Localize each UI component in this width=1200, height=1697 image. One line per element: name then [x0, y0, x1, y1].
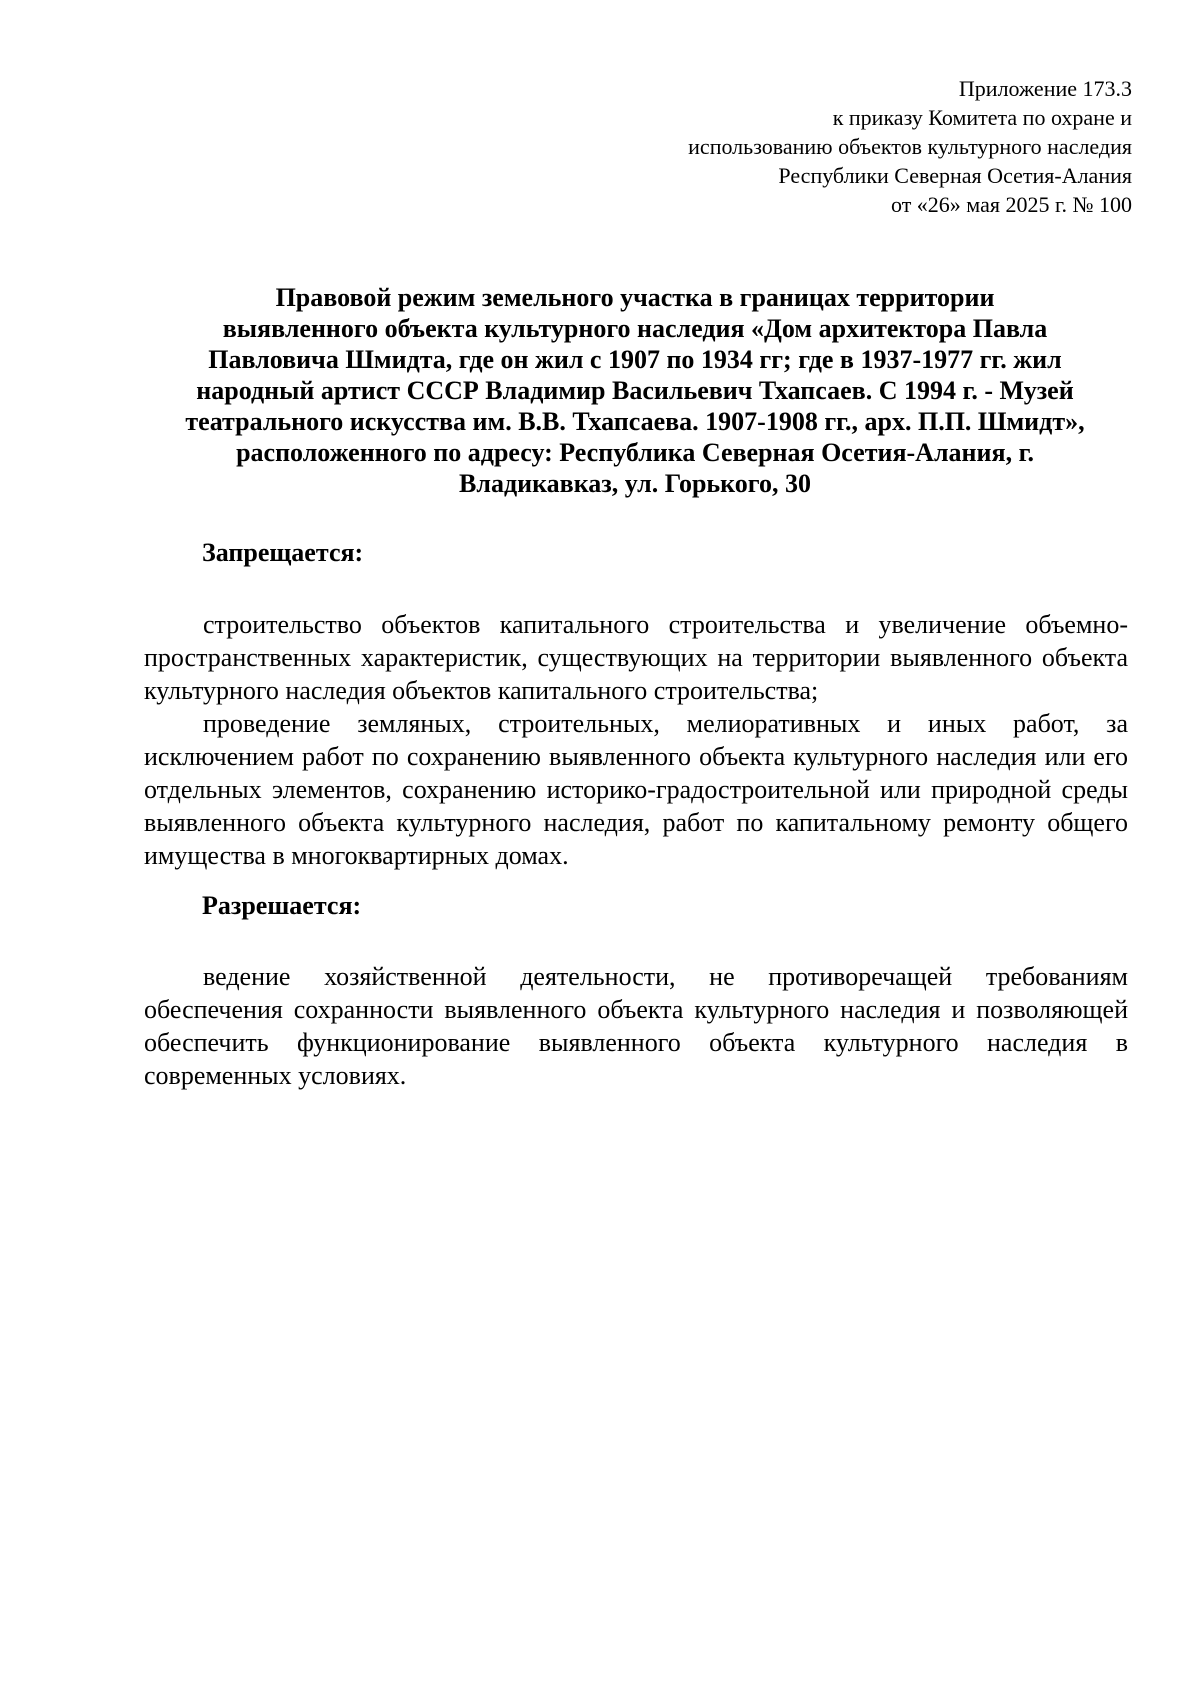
- appendix-reference: [432, 74, 1132, 219]
- allowed-section: [144, 960, 1128, 1092]
- forbidden-paragraph-2: проведение земляных, строительных, мелиоративных и иных работ, за исключением работ по сохранению выявленного объекта культурного наследия или его отдельных элементов, сохранению историко-градостроительной или природной среды выявленного объекта культурного наследия, работ по капитальному ремонту общего имущества в многоквартирных домах.: [144, 709, 1128, 870]
- appendix-order-line-1: к приказу Комитета по охране и: [832, 105, 1132, 130]
- appendix-order-line-2: использованию объектов культурного наследия: [688, 134, 1132, 159]
- forbidden-section: [144, 608, 1128, 872]
- title-line-4: народный артист СССР Владимир Васильевич Тхапсаев. С 1994 г. - Музей: [196, 376, 1074, 405]
- forbidden-paragraph-1: строительство объектов капитального строительства и увеличение объемно-пространственных характеристик, существующих на территории выявленного объекта культурного наследия объектов капитального строительства;: [144, 610, 1128, 705]
- title-line-2: выявленного объекта культурного наследия «Дом архитектора Павла: [222, 314, 1048, 343]
- title-line-7: Владикавказ, ул. Горького, 30: [459, 469, 811, 498]
- title-line-3: Павловича Шмидта, где он жил с 1907 по 1934 гг; где в 1937-1977 гг. жил: [208, 345, 1062, 374]
- appendix-order-date: от «26» мая 2025 г. № 100: [890, 192, 1132, 217]
- allowed-heading: Разрешается:: [202, 891, 362, 920]
- appendix-number: Приложение 173.3: [958, 76, 1132, 101]
- allowed-paragraph-1: ведение хозяйственной деятельности, не противоречащей требованиям обеспечения сохранности выявленного объекта культурного наследия и позволяющей обеспечить функционирование выявленного объекта культурного наследия в современных условиях.: [144, 962, 1128, 1090]
- title-line-6: расположенного по адресу: Республика Северная Осетия-Алания, г.: [236, 438, 1034, 467]
- appendix-order-line-3: Республики Северная Осетия-Алания: [778, 163, 1132, 188]
- title-line-1: Правовой режим земельного участка в границах территории: [275, 283, 995, 312]
- title-line-5: театрального искусства им. В.В. Тхапсаева. 1907-1908 гг., арх. П.П. Шмидт»,: [185, 407, 1085, 436]
- forbidden-heading: Запрещается:: [202, 538, 364, 567]
- document-title: [142, 282, 1128, 499]
